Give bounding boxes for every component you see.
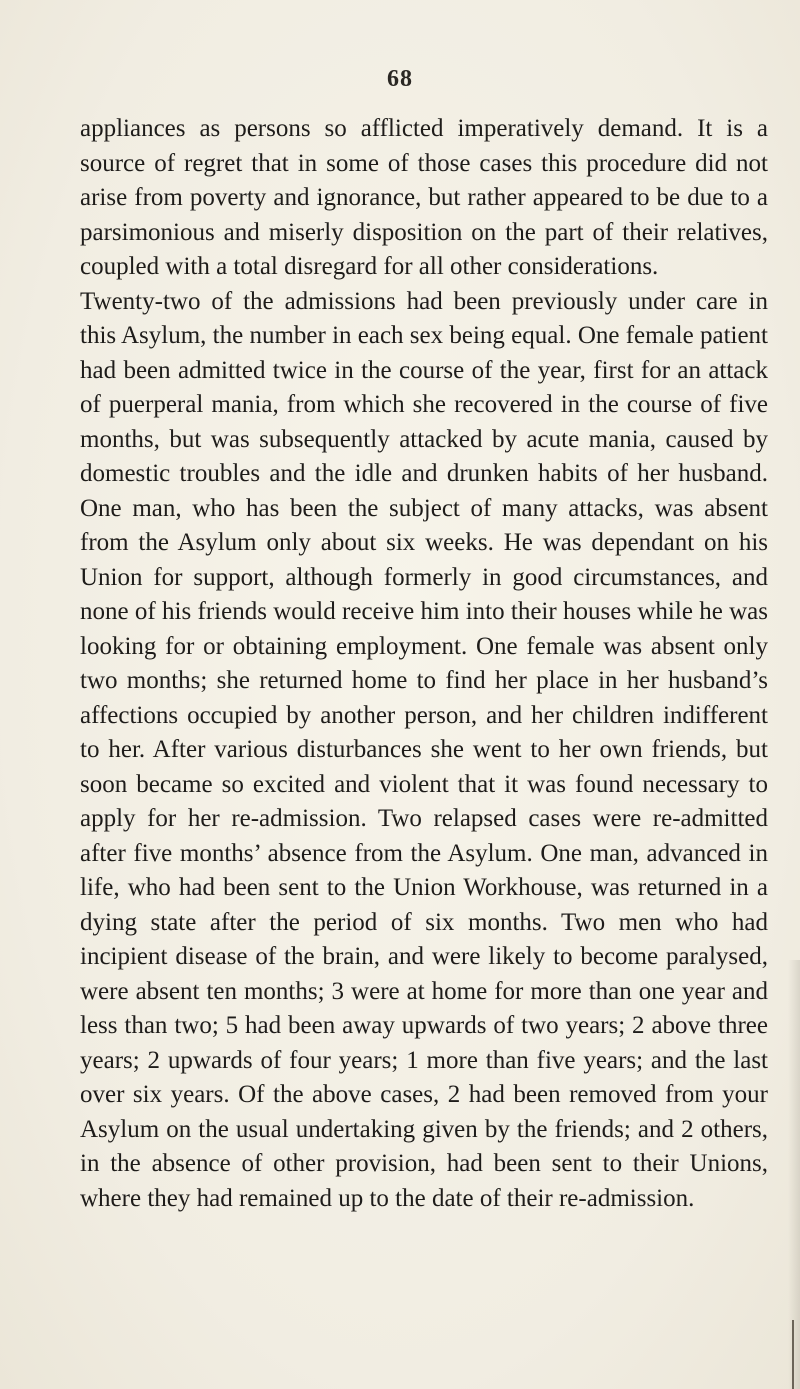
page-number: 68 [387,66,413,92]
paragraph-1: appliances as persons so afflicted imperatively demand. It is a source of regret that in some of those cases this procedure did not arise from poverty and ignorance, but rather appeared to be due to a parsimonious and miserly disposition on the part of their relatives, coupled with a total disregard for all other considerations. [80,115,768,280]
body-text [80,112,768,1216]
paragraph-2: Twenty-two of the admissions had been previously under care in this Asylum, the number in each sex being equal. One female patient had been admitted twice in the course of the year, first for an attack of puerperal mania, from which she recovered in the course of five months, but was subsequently attacked by acute mania, caused by domestic troubles and the idle and drunken habits of her husband. One man, who has been the subject of many attacks, was absent from the Asylum only about six weeks. He was dependant on his Union for support, although formerly in good circumstances, and none of his friends would receive him into their houses while he was looking for or obtaining employment. One female was absent only two months; she returned home to find her place in her husband’s affections occupied by another person, and her children indifferent to her. After various disturbances she went to her own friends, but soon became so excited and violent that it was found necessary to apply for her re-admission. Two relapsed cases were re-admitted after five months’ absence from the Asylum. One man, advanced in life, who had been sent to the Union Workhouse, was returned in a dying state after the period of six months. Two men who had incipient disease of the brain, and were likely to become paralysed, were absent ten months; 3 were at home for more than one year and less than two; 5 had been away upwards of two years; 2 above three years; 2 upwards of four years; 1 more than five years; and the last over six years. Of the above cases, 2 had been removed from your Asylum on the usual undertaking given by the friends; and 2 others, in the absence of other provision, had been sent to their Unions, where they had remained up to the date of their re-admission. [80,287,769,1212]
page-edge-shadow [788,960,800,1389]
page-edge-line [792,1320,794,1389]
